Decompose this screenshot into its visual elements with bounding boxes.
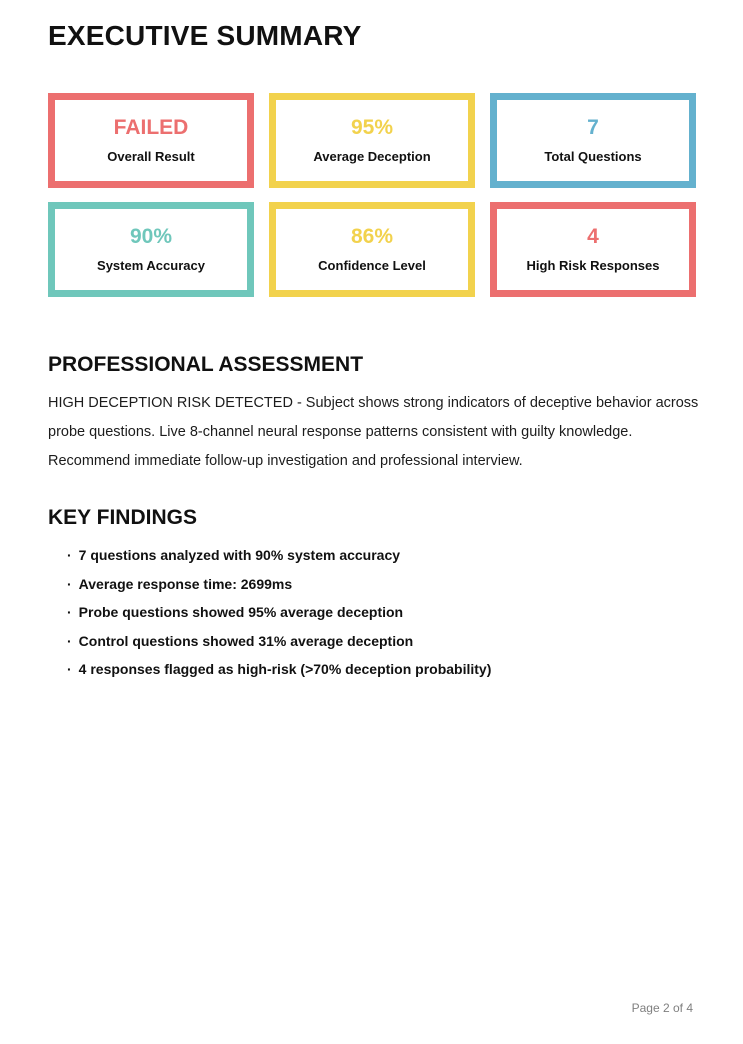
key-finding-item: · Control questions showed 31% average deception [67, 632, 695, 650]
metric-card-total-questions [490, 93, 696, 188]
assessment-body: HIGH DECEPTION RISK DETECTED - Subject shows strong indicators of deceptive behavior across probe questions. Live 8-channel neural response patterns consistent with guilty knowledge. Recommend immediate follow-up investigation and professional interview. [48, 395, 699, 469]
key-finding-item: · Average response time: 2699ms [67, 575, 695, 593]
metric-value: FAILED [113, 116, 189, 139]
metric-value: 7 [587, 116, 599, 139]
metric-label: System Accuracy [97, 258, 205, 273]
key-findings-section [0, 506, 743, 678]
metric-card-confidence-level [269, 202, 475, 297]
assessment-section [0, 353, 743, 476]
metric-label: Total Questions [544, 149, 642, 164]
key-findings-list [67, 546, 695, 678]
key-finding-item: · Probe questions showed 95% average deception [67, 603, 695, 621]
metric-card-average-deception [269, 93, 475, 188]
metric-label: Overall Result [107, 149, 195, 164]
metric-value: 95% [350, 116, 394, 139]
key-finding-item: · 7 questions analyzed with 90% system accuracy [67, 546, 695, 564]
metric-label: High Risk Responses [526, 258, 660, 273]
metric-value: 90% [129, 225, 173, 248]
key-findings-heading: KEY FINDINGS [48, 506, 197, 529]
metric-card-overall-result [48, 93, 254, 188]
page-number: Page 2 of 4 [631, 1001, 693, 1015]
metric-card-high-risk-responses [490, 202, 696, 297]
assessment-heading: PROFESSIONAL ASSESSMENT [48, 353, 364, 376]
metrics-grid [48, 93, 696, 297]
page-title: EXECUTIVE SUMMARY [48, 20, 362, 51]
metric-label: Confidence Level [318, 258, 426, 273]
metric-label: Average Deception [313, 149, 431, 164]
metric-value: 4 [587, 225, 599, 248]
key-finding-item: · 4 responses flagged as high-risk (>70% deception probability) [67, 660, 695, 678]
metric-value: 86% [350, 225, 394, 248]
metric-card-system-accuracy [48, 202, 254, 297]
